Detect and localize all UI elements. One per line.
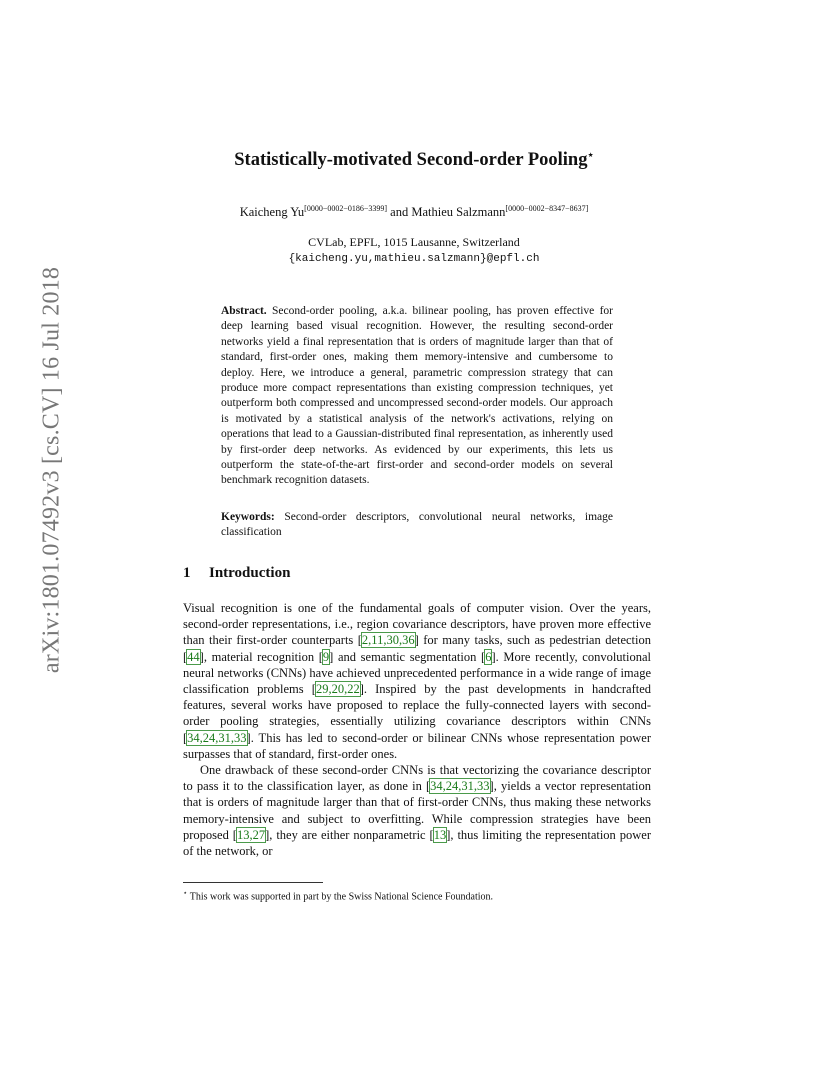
footnote-rule <box>183 882 323 883</box>
section-number: 1 <box>183 565 191 581</box>
affiliation: CVLab, EPFL, 1015 Lausanne, Switzerland <box>308 235 520 249</box>
text-run: ], yields a vector representation that is orders of magnitude larger than that of first-order CNNs, thus making these networks memory-intensive and subject to overfitting. While compression strategies have been proposed [ <box>183 779 652 842</box>
paper-title-text: Statistically-motivated Second-order Pooling <box>234 150 588 171</box>
text-run: ] and semantic segmentation [ <box>329 649 486 664</box>
citation-link[interactable]: 29,20,22 <box>315 682 360 697</box>
text-run: ], they are either nonparametric [ <box>265 827 434 842</box>
footnote <box>183 887 651 903</box>
arxiv-id: arXiv:1801.07492v3 [cs.CV] 16 Jul 2018 <box>38 266 65 674</box>
text-run: ]. Inspired by the past developments in handcrafted features, several works have proposed to replace the fully-connected layers with second-order pooling strategies, essentially utilizing covariance descriptors within CNNs [ <box>183 682 652 745</box>
citation-link[interactable]: 13 <box>433 827 447 842</box>
keywords-label: Keywords: <box>221 511 275 523</box>
arxiv-sidebar-stamp <box>30 266 74 674</box>
keywords-text: Second-order descriptors, convolutional neural networks, image classification <box>221 511 613 539</box>
text-run: ] for many tasks, such as pedestrian detection [ <box>183 633 652 664</box>
footnote-mark: ⋆ <box>183 889 188 897</box>
text-run: ], thus limiting the representation power of the network, or <box>183 827 651 859</box>
citation-link[interactable]: 9 <box>322 649 330 664</box>
text-run: ]. This has led to second-order or bilinear CNNs whose representation power surpasses that of standard, first-order ones. <box>183 730 651 761</box>
author-connector: and <box>387 205 412 220</box>
title-footnote-mark: ⋆ <box>587 150 594 161</box>
abstract <box>221 304 613 489</box>
abstract-text: Second-order pooling, a.k.a. bilinear pooling, has proven effective for deep learning based visual recognition. However, the resulting second-order networks yield a final representation that is orders of magnitude larger than that of standard, first-order ones, making them memory-intensive and cumbersome to deploy. Here, we introduce a general, parametric compression strategy that can produce more compact representations than existing compression techniques, yet outperform both compressed and uncompressed second-order models. Our approach is motivated by a statistical analysis of the network's activations, relying on operations that lead to a Gaussian-distributed final representation, as inherently used by first-order deep networks. As evidenced by our experiments, this lets us outperform the state-of-the-art first-order and second-order models on several benchmark recognition datasets. <box>221 305 613 487</box>
keywords <box>221 510 613 541</box>
affiliation-block <box>0 234 828 268</box>
paper-title <box>0 150 828 171</box>
text-run: ], material recognition [ <box>199 649 323 664</box>
citation-link[interactable]: 34,24,31,33 <box>430 779 490 794</box>
text-run: Visual recognition is one of the fundamental goals of computer vision. Over the years, second-order representations, i.e., region covariance descriptors, have proven more effective than their first-order counterparts [ <box>183 601 651 648</box>
section-title: Introduction <box>209 565 291 581</box>
author-1: Kaicheng Yu <box>239 205 305 220</box>
citation-link[interactable]: 34,24,31,33 <box>187 730 247 745</box>
paragraph-1 <box>183 600 651 762</box>
abstract-label: Abstract. <box>221 305 267 317</box>
author-2: Mathieu Salzmann <box>411 205 506 220</box>
author-line <box>0 204 828 220</box>
text-run: ]. More recently, convolutional neural networks (CNNs) have achieved unprecedented performance in a wide range of image classification problems [ <box>183 649 652 697</box>
author-1-orcid[interactable]: [0000−0002−0186−3399] <box>304 204 388 213</box>
author-emails[interactable]: {kaicheng.yu,mathieu.salzmann}@epfl.ch <box>288 253 540 265</box>
footnote-text: This work was supported in part by the Swiss National Science Foundation. <box>187 891 494 903</box>
author-2-orcid[interactable]: [0000−0002−8347−8637] <box>505 204 589 213</box>
section-heading <box>183 565 290 582</box>
body-text <box>183 600 651 859</box>
text-run: One drawback of these second-order CNNs is that vectorizing the covariance descriptor to pass it to the classification layer, as done in [ <box>183 763 651 794</box>
citation-link[interactable]: 13,27 <box>236 827 266 842</box>
citation-link[interactable]: 2,11,30,36 <box>361 633 415 648</box>
citation-link[interactable]: 6 <box>485 649 492 664</box>
paragraph-2 <box>183 762 651 859</box>
citation-link[interactable]: 44 <box>187 649 200 664</box>
